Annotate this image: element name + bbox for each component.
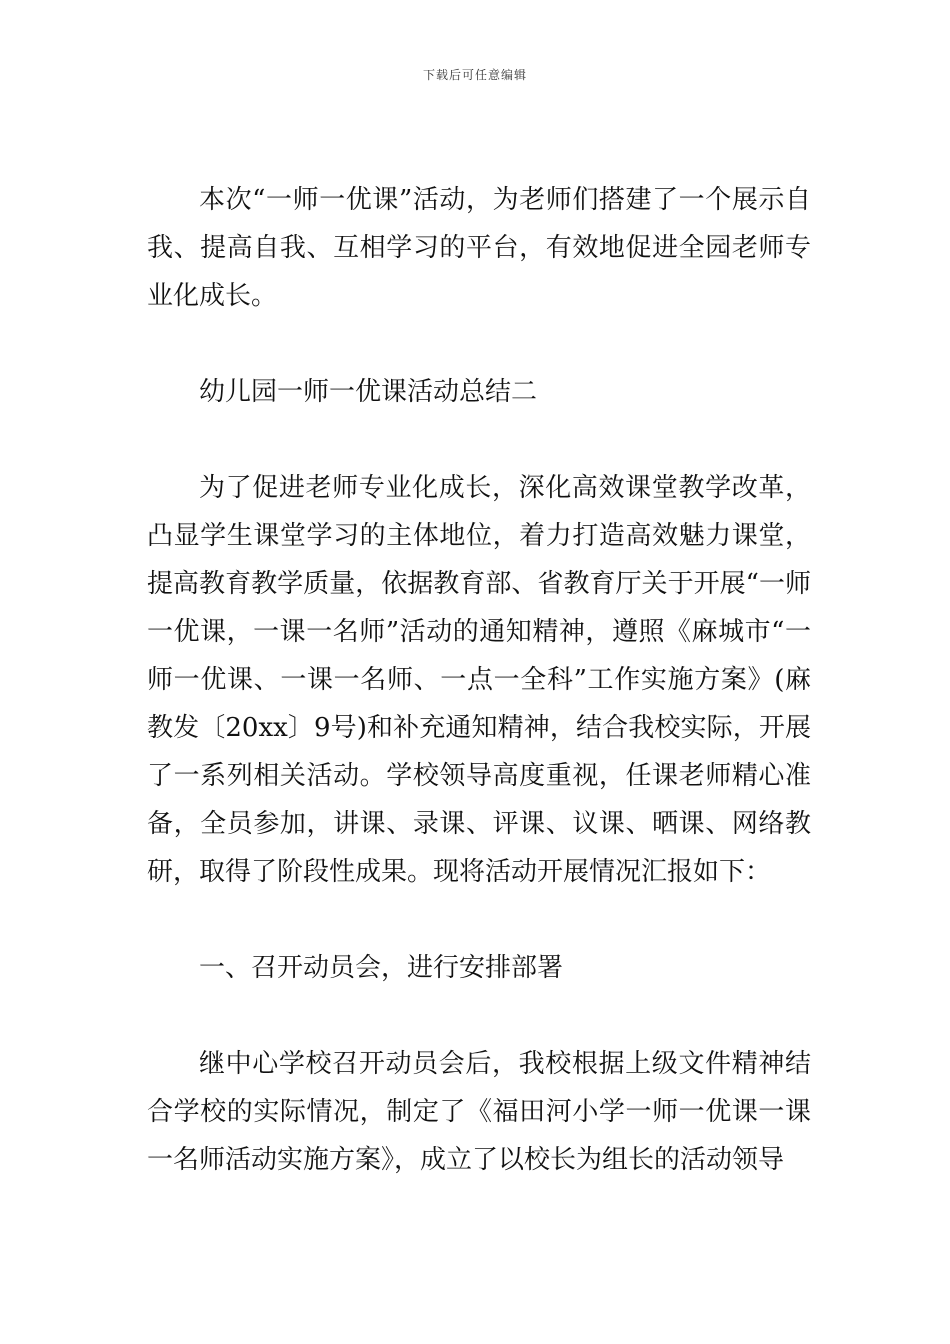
section-heading-one: 一、召开动员会，进行安排部署 [199, 953, 564, 983]
paragraph-gap [147, 320, 811, 368]
paragraph-gap [147, 416, 811, 464]
paragraph-gap [147, 896, 811, 944]
document-body [147, 176, 811, 1184]
section-title: 幼儿园一师一优课活动总结二 [199, 377, 538, 407]
paragraph-introduction: 为了促进老师专业化成长，深化高效课堂教学改革，凸显学生课堂学习的主体地位，着力打造高效魅力课堂，提高教育教学质量，依据教育部、省教育厅关于开展“一师一优课，一课一名师”活动的通知精神，遵照《麻城市“一师一优课、一课一名师、一点一全科”工作实施方案》(麻教发〔20xx〕9号)和补充通知精神，结合我校实际，开展了一系列相关活动。学校领导高度重视，任课老师精心准备，全员参加，讲课、录课、评课、议课、晒课、网络教研，取得了阶段性成果。现将活动开展情况汇报如下： [147, 473, 811, 887]
paragraph-gap [147, 992, 811, 1040]
paragraph-summary: 本次“一师一优课”活动，为老师们搭建了一个展示自我、提高自我、互相学习的平台，有效地促进全园老师专业化成长。 [147, 185, 811, 311]
paragraph-section-one: 继中心学校召开动员会后，我校根据上级文件精神结合学校的实际情况，制定了《福田河小学一师一优课一课一名师活动实施方案》，成立了以校长为组长的活动领导 [147, 1049, 811, 1175]
page-header: 下载后可任意编辑 [422, 68, 527, 82]
